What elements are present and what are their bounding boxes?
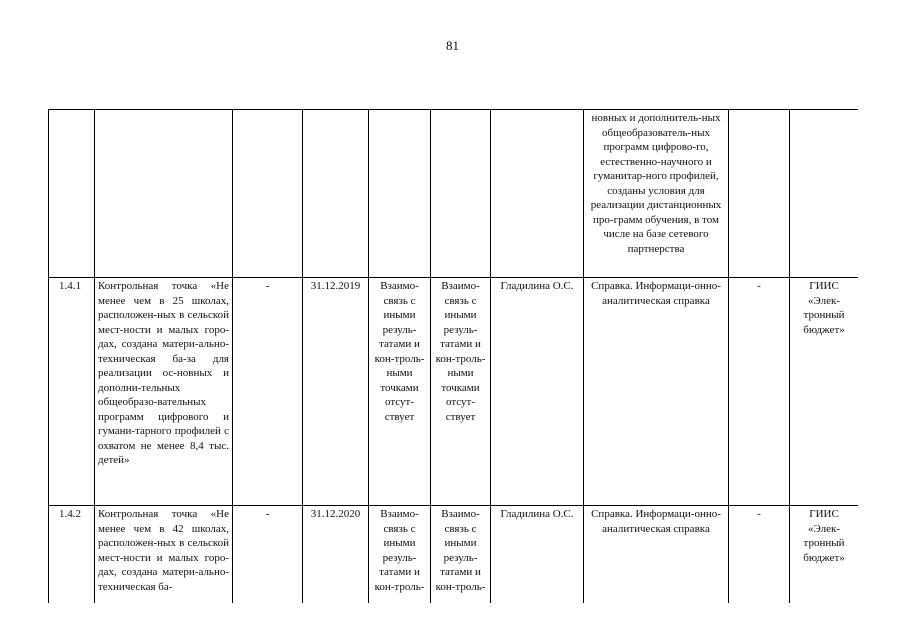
plan-table [48, 109, 858, 603]
cell-link-prev: Взаимо-связь с иными резуль-татами и кон-троль-ными точками отсут-ствует [369, 278, 431, 506]
cell-start: - [233, 506, 303, 604]
page-number: 81 [446, 38, 459, 53]
cell-start [233, 110, 303, 278]
cell-level [729, 110, 790, 278]
cell-start: - [233, 278, 303, 506]
cell-description: Контрольная точка «Не менее чем в 42 школах, расположен-ных в сельской мест-ности и малых горо-дах, создана матери-ально-техническая ба- [95, 506, 233, 604]
cell-document: Справка. Информаци-онно-аналитическая справка [584, 506, 729, 604]
cell-number: 1.4.1 [49, 278, 95, 506]
table-row-continuation [49, 110, 859, 278]
table-wrapper [48, 109, 858, 603]
cell-responsible: Гладилина О.С. [491, 506, 584, 604]
cell-responsible: Гладилина О.С. [491, 278, 584, 506]
cell-number [49, 110, 95, 278]
cell-responsible [491, 110, 584, 278]
cell-end: 31.12.2020 [303, 506, 369, 604]
cell-system [790, 110, 859, 278]
cell-level: - [729, 506, 790, 604]
cell-document: Справка. Информаци-онно-аналитическая справка [584, 278, 729, 506]
cell-link-next: Взаимо-связь с иными резуль-татами и кон-троль-ными точками отсут-ствует [431, 278, 491, 506]
cell-number: 1.4.2 [49, 506, 95, 604]
cell-description [95, 110, 233, 278]
cell-description: Контрольная точка «Не менее чем в 25 школах, расположен-ных в сельской мест-ности и малых горо-дах, создана матери-ально-техническая ба-за для реализации ос-новных и дополни-тельных общеобразо-вательных программ цифрового и гумани-тарного профилей с охватом не менее 8,4 тыс. детей» [95, 278, 233, 506]
table-row [49, 506, 859, 604]
cell-system: ГИИС «Элек-тронный бюджет» [790, 506, 859, 604]
cell-link-next [431, 110, 491, 278]
cell-link-next: Взаимо-связь с иными резуль-татами и кон-троль- [431, 506, 491, 604]
cell-end [303, 110, 369, 278]
cell-system: ГИИС «Элек-тронный бюджет» [790, 278, 859, 506]
cell-link-prev [369, 110, 431, 278]
cell-end: 31.12.2019 [303, 278, 369, 506]
cell-level: - [729, 278, 790, 506]
cell-document: новных и дополнитель-ных общеобразователь-ных программ цифрово-го, естественно-научного и гуманитар-ного профилей, созданы условия для реализации дистанционных про-грамм обучения, в том числе на базе сетевого партнерства [584, 110, 729, 278]
table-row [49, 278, 859, 506]
cell-link-prev: Взаимо-связь с иными резуль-татами и кон-троль- [369, 506, 431, 604]
